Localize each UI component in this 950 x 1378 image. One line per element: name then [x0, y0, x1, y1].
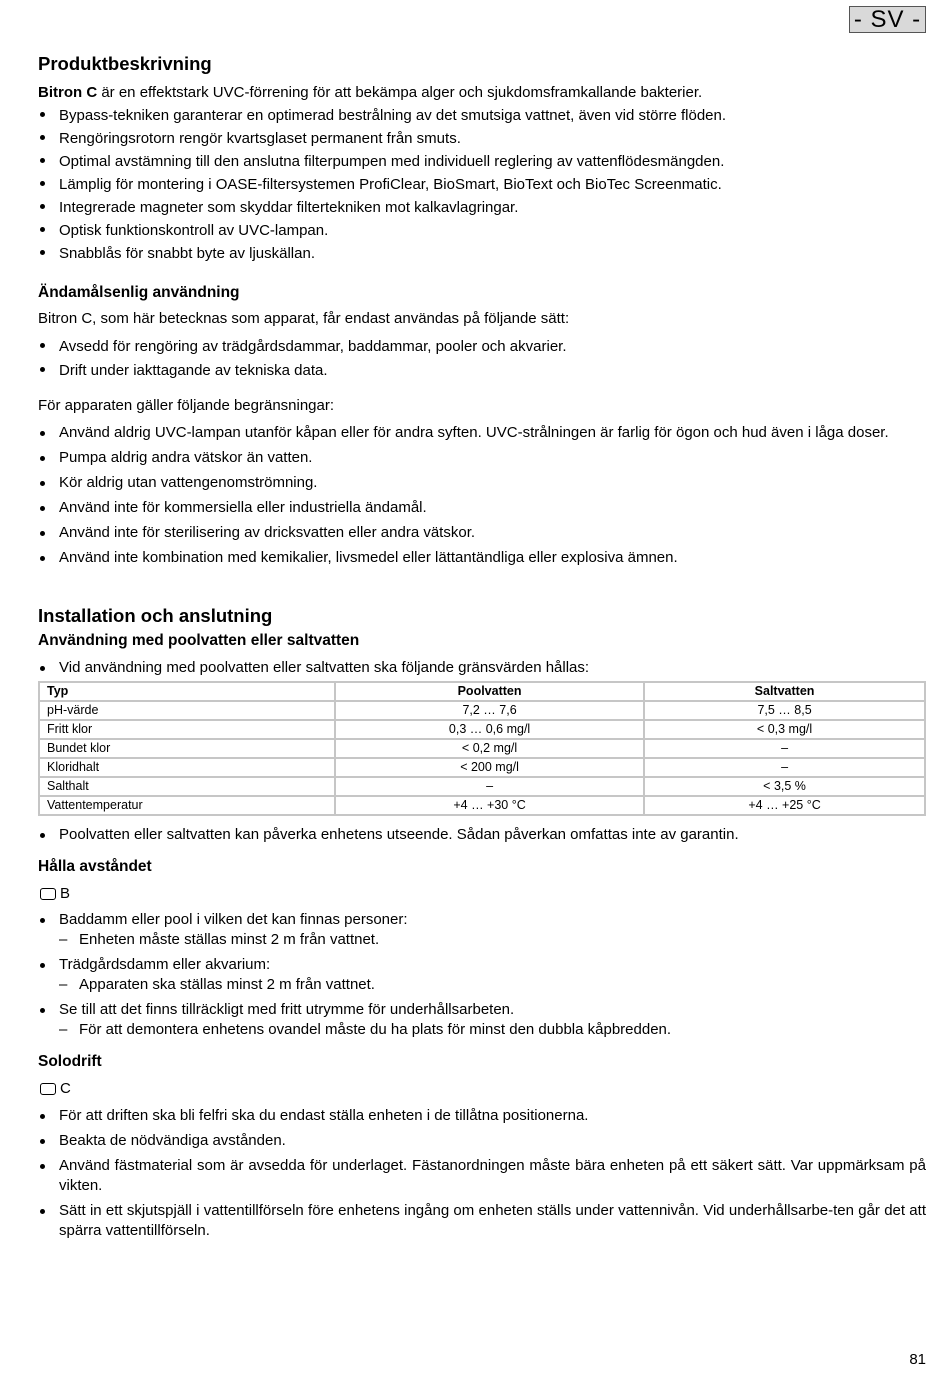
heading-solodrift: Solodrift	[38, 1053, 102, 1070]
product-intro	[38, 81, 926, 104]
figure-icon	[40, 888, 56, 900]
limits-list	[38, 423, 926, 568]
list-item: Beakta de nödvändiga avstånden.	[38, 1131, 926, 1151]
table-cell: Salthalt	[39, 777, 335, 796]
table-cell: Kloridhalt	[39, 758, 335, 777]
table-cell: pH-värde	[39, 701, 335, 720]
table-cell: +4 … +30 °C	[335, 796, 644, 815]
list-item: Baddamm eller pool i vilken det kan finnas personer:	[38, 910, 926, 930]
list-item: Integrerade magneter som skyddar filtertekniken mot kalkavlagringar.	[38, 196, 926, 219]
product-features-list	[38, 104, 926, 265]
table-cell: –	[644, 739, 925, 758]
figure-reference-c	[38, 1079, 71, 1099]
table-cell: Vattentemperatur	[39, 796, 335, 815]
list-item: Avsedd för rengöring av trädgårdsdammar, baddammar, pooler och akvarier.	[38, 335, 926, 359]
product-intro-text: är en effektstark UVC-förrening för att bekämpa alger och sjukdomsframkallande bakterier.	[97, 84, 703, 101]
list-item: Drift under iakttagande av tekniska data.	[38, 359, 926, 383]
limit-values-table	[38, 681, 926, 816]
table-cell: 7,5 … 8,5	[644, 701, 925, 720]
solodrift-list	[38, 1106, 926, 1241]
table-row	[39, 758, 925, 777]
table-header-row	[39, 682, 925, 701]
heading-installation: Installation och anslutning	[38, 605, 273, 626]
heading-pool: Användning med poolvatten eller saltvatten	[38, 632, 360, 649]
list-item: Trädgårdsdamm eller akvarium:	[38, 955, 926, 975]
table-cell: < 3,5 %	[644, 777, 925, 796]
list-subitem: – Apparaten ska ställas minst 2 m från vattnet.	[38, 975, 926, 995]
table-row	[39, 777, 925, 796]
avstand-list	[38, 910, 926, 1040]
list-item: Sätt in ett skjutspjäll i vattentillförseln före enhetens ingång om enheten ställs under vattennivån. Vid underhållsarbe-ten går det att spärra vattentillförseln.	[38, 1201, 926, 1241]
andamal-list	[38, 335, 926, 383]
list-item: Optisk funktionskontroll av UVC-lampan.	[38, 219, 926, 242]
list-item: Använd fästmaterial som är avsedda för underlaget. Fästanordningen måste bära enheten på ett säkert sätt. Var uppmärksam på vikten.	[38, 1156, 926, 1196]
list-item: Rengöringsrotorn rengör kvartsglaset permanent från smuts.	[38, 127, 926, 150]
heading-andamal: Ändamålsenlig användning	[38, 284, 240, 301]
pool-after-list	[38, 825, 926, 845]
list-item: Vid användning med poolvatten eller saltvatten ska följande gränsvärden hållas:	[38, 658, 926, 678]
list-item: Snabblås för snabbt byte av ljuskällan.	[38, 242, 926, 265]
list-item: Se till att det finns tillräckligt med fritt utrymme för underhållsarbeten.	[38, 1000, 926, 1020]
list-item: Bypass-tekniken garanterar en optimerad bestrålning av det smutsiga vattnet, även vid större flöden.	[38, 104, 926, 127]
table-cell: –	[644, 758, 925, 777]
heading-produktbeskrivning: Produktbeskrivning	[38, 53, 212, 74]
table-row	[39, 701, 925, 720]
table-cell: < 200 mg/l	[335, 758, 644, 777]
section-produktbeskrivning	[38, 81, 926, 265]
list-item: Använd inte kombination med kemikalier, livsmedel eller lättantändliga eller explosiva ämnen.	[38, 548, 926, 568]
language-badge: - SV -	[849, 6, 926, 33]
table-cell: –	[335, 777, 644, 796]
table-header-cell: Saltvatten	[644, 682, 925, 701]
list-item: Lämplig för montering i OASE-filtersystemen ProfiClear, BioSmart, BioText och BioTec Screenmatic.	[38, 173, 926, 196]
page-number: 81	[909, 1351, 926, 1368]
list-item: Kör aldrig utan vattengenomströmning.	[38, 473, 926, 493]
table-cell: Bundet klor	[39, 739, 335, 758]
figure-icon	[40, 1083, 56, 1095]
heading-avstand: Hålla avståndet	[38, 858, 152, 875]
table-cell: < 0,3 mg/l	[644, 720, 925, 739]
table-header-cell: Poolvatten	[335, 682, 644, 701]
table-cell: 0,3 … 0,6 mg/l	[335, 720, 644, 739]
figure-label: C	[60, 1080, 71, 1097]
pool-list	[38, 658, 926, 678]
figure-reference-b	[38, 884, 70, 904]
list-item: Optimal avstämning till den anslutna filterpumpen med individuell reglering av vattenflödesmängden.	[38, 150, 926, 173]
table-row	[39, 720, 925, 739]
list-subitem: – För att demontera enhetens ovandel måste du ha plats för minst den dubbla kåpbredden.	[38, 1020, 926, 1040]
limits-intro: För apparaten gäller följande begränsningar:	[38, 397, 335, 414]
table-cell: Fritt klor	[39, 720, 335, 739]
list-subitem: – Enheten måste ställas minst 2 m från vattnet.	[38, 930, 926, 950]
table-header-cell: Typ	[39, 682, 335, 701]
list-item: Pumpa aldrig andra vätskor än vatten.	[38, 448, 926, 468]
table-cell: +4 … +25 °C	[644, 796, 925, 815]
figure-label: B	[60, 885, 71, 902]
list-item: Använd aldrig UVC-lampan utanför kåpan eller för andra syften. UVC-strålningen är farlig för ögon och hud även i låga doser.	[38, 423, 926, 443]
list-item: För att driften ska bli felfri ska du endast ställa enheten i de tillåtna positionerna.	[38, 1106, 926, 1126]
table-row	[39, 796, 925, 815]
andamal-intro: Bitron C, som här betecknas som apparat, får endast användas på följande sätt:	[38, 310, 570, 327]
table-row	[39, 739, 925, 758]
table-cell: < 0,2 mg/l	[335, 739, 644, 758]
list-item: Poolvatten eller saltvatten kan påverka enhetens utseende. Sådan påverkan omfattas inte av garantin.	[38, 825, 926, 845]
list-item: Använd inte för kommersiella eller industriella ändamål.	[38, 498, 926, 518]
table-cell: 7,2 … 7,6	[335, 701, 644, 720]
list-item: Använd inte för sterilisering av dricksvatten eller andra vätskor.	[38, 523, 926, 543]
product-name: Bitron C	[38, 84, 98, 101]
